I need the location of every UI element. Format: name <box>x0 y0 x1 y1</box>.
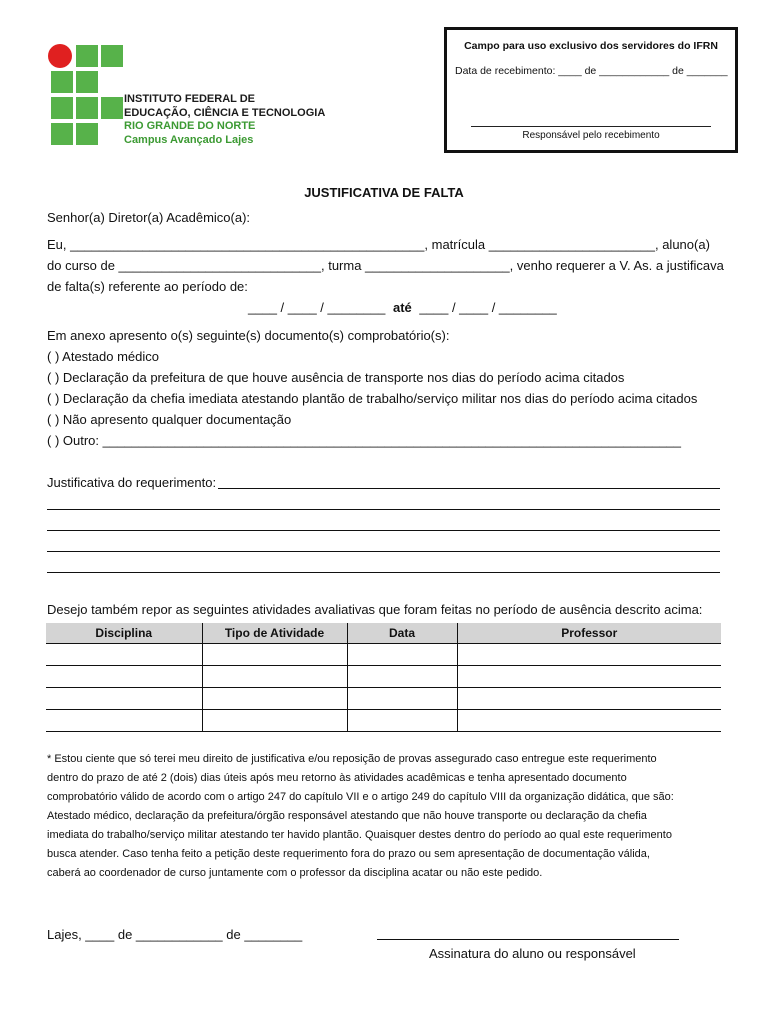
table-row <box>46 644 721 666</box>
justification-line[interactable] <box>47 572 720 573</box>
header-disciplina: Disciplina <box>46 623 202 644</box>
logo-square <box>76 71 98 93</box>
logo-line-4: Campus Avançado Lajes <box>124 133 254 146</box>
logo-square <box>101 45 123 67</box>
table-cell[interactable] <box>347 666 457 688</box>
table-cell[interactable] <box>347 688 457 710</box>
option-atestado[interactable]: ( ) Atestado médico <box>47 349 159 364</box>
docs-intro: Em anexo apresento o(s) seguinte(s) documento(s) comprobatório(s): <box>47 328 450 343</box>
logo-line-3: RIO GRANDE DO NORTE <box>124 120 256 132</box>
table-cell[interactable] <box>46 666 202 688</box>
terms-note-line: caberá ao coordenador de curso juntamente com o professor da disciplina acatar ou não este pedido. <box>47 867 543 879</box>
justification-line[interactable] <box>47 530 720 531</box>
header-professor: Professor <box>457 623 721 644</box>
justification-line[interactable] <box>47 509 720 510</box>
table-cell[interactable] <box>46 688 202 710</box>
terms-note <box>47 750 727 883</box>
table-cell[interactable] <box>46 644 202 666</box>
table-cell[interactable] <box>347 710 457 732</box>
table-cell[interactable] <box>457 710 721 732</box>
logo-text <box>124 93 325 147</box>
logo-square <box>76 123 98 145</box>
period-row <box>248 300 557 316</box>
header-data: Data <box>347 623 457 644</box>
activities-table <box>46 623 721 732</box>
option-outro[interactable]: ( ) Outro: ________________________________________________________________________________ <box>47 433 682 448</box>
period-end-field[interactable]: ____ / ____ / ________ <box>419 300 557 315</box>
repor-intro: Desejo também repor as seguintes atividades avaliativas que foram feitas no período de ausência descrito acima: <box>47 602 703 617</box>
logo-red-circle <box>48 44 72 68</box>
logo-square <box>51 97 73 119</box>
student-signature-label: Assinatura do aluno ou responsável <box>429 946 636 961</box>
terms-note-line: imediata do trabalho/serviço militar atestando ter havido plantão. Quaisquer destes dentro do período ao qual este requerimento <box>47 829 672 841</box>
terms-note-line: busca atender. Caso tenha feito a petição deste requerimento fora do prazo ou sem apresentação de documentação válida, <box>47 848 650 860</box>
logo-square <box>51 123 73 145</box>
terms-note-line: * Estou ciente que só terei meu direito de justificativa e/ou reposição de provas assegurado caso entregue este requerimento <box>47 753 657 765</box>
staff-box-title: Campo para uso exclusivo dos servidores do IFRN <box>464 40 718 52</box>
table-cell[interactable] <box>457 688 721 710</box>
student-info-line-1[interactable]: Eu, _________________________________________________, matrícula _______________________, aluno(a) <box>47 237 710 252</box>
logo-line-2: EDUCAÇÃO, CIÊNCIA E TECNOLOGIA <box>124 106 326 119</box>
receipt-date-field[interactable]: Data de recebimento: ____ de ____________ de _______ <box>455 65 728 77</box>
student-info-line-2[interactable]: do curso de ____________________________, turma ____________________, venho requerer a V. As. a justificava <box>47 258 724 273</box>
student-signature-line[interactable] <box>377 939 679 940</box>
form-title: JUSTIFICATIVA DE FALTA <box>304 185 464 200</box>
justification-label: Justificativa do requerimento: <box>47 475 217 490</box>
terms-note-line: Atestado médico, declaração da prefeitura/órgão responsável atestando que não houve transporte ou declaração da chefia <box>47 810 647 822</box>
table-cell[interactable] <box>46 710 202 732</box>
option-nenhum[interactable]: ( ) Não apresento qualquer documentação <box>47 412 292 427</box>
option-chefia[interactable]: ( ) Declaração da chefia imediata atestando plantão de trabalho/serviço militar nos dias do período acima citados <box>47 391 698 406</box>
logo-line-1: INSTITUTO FEDERAL DE <box>124 93 255 105</box>
salutation: Senhor(a) Diretor(a) Acadêmico(a): <box>47 210 251 225</box>
table-cell[interactable] <box>202 644 347 666</box>
table-cell[interactable] <box>457 666 721 688</box>
ifrn-logo <box>47 44 326 148</box>
logo-square <box>101 97 123 119</box>
header-tipo-atividade: Tipo de Atividade <box>202 623 347 644</box>
justification-line[interactable] <box>47 551 720 552</box>
logo-square <box>76 97 98 119</box>
table-cell[interactable] <box>202 688 347 710</box>
place-date-field[interactable]: Lajes, ____ de ____________ de ________ <box>47 927 303 942</box>
table-cell[interactable] <box>457 644 721 666</box>
receiver-signature-line[interactable] <box>471 126 711 127</box>
table-header-row <box>46 623 721 644</box>
table-row <box>46 710 721 732</box>
table-cell[interactable] <box>347 644 457 666</box>
period-separator: até <box>392 300 412 315</box>
table-row <box>46 666 721 688</box>
student-info-line-3: de falta(s) referente ao período de: <box>47 279 248 294</box>
justification-line[interactable] <box>218 488 720 489</box>
logo-square <box>51 71 73 93</box>
table-row <box>46 688 721 710</box>
terms-note-line: comprobatório válido de acordo com o artigo 247 do capítulo VII e o artigo 249 do capítulo VIII da organização didática, que são: <box>47 791 674 803</box>
terms-note-line: dentro do prazo de até 2 (dois) dias úteis após meu retorno às atividades acadêmicas e tenha apresentado documento <box>47 772 627 784</box>
logo-square <box>76 45 98 67</box>
table-cell[interactable] <box>202 710 347 732</box>
table-cell[interactable] <box>202 666 347 688</box>
period-start-field[interactable]: ____ / ____ / ________ <box>248 300 386 315</box>
staff-only-box <box>444 27 738 153</box>
receiver-signature-label: Responsável pelo recebimento <box>522 130 660 141</box>
option-prefeitura[interactable]: ( ) Declaração da prefeitura de que houve ausência de transporte nos dias do período acima citados <box>47 370 625 385</box>
